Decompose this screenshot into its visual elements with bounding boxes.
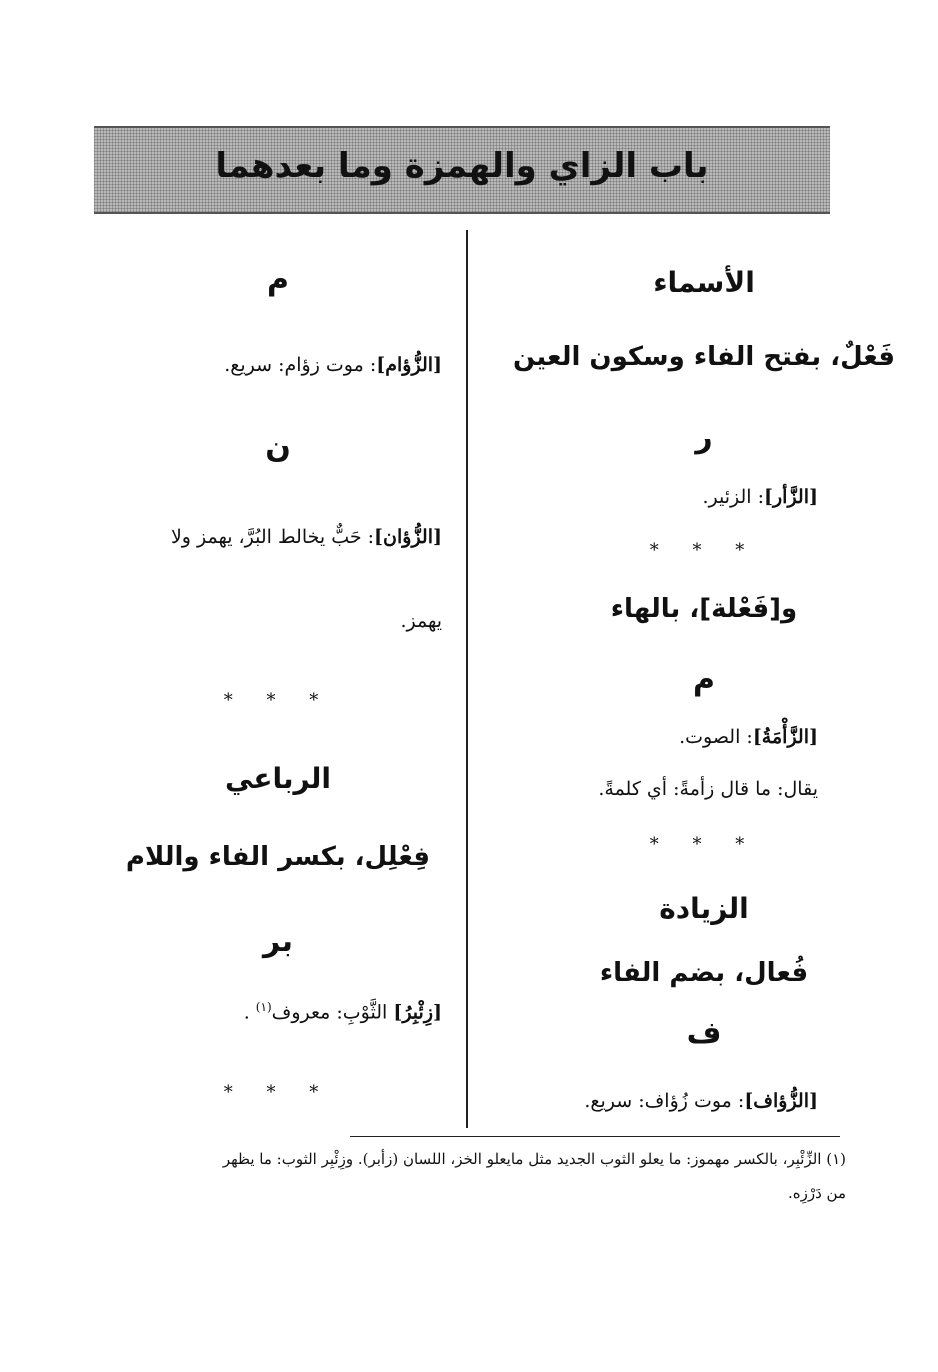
entry-zuam-headword: [الزُّؤام] — [376, 354, 442, 376]
entry-zuam-definition: : موت زؤام: سريع. — [224, 354, 377, 376]
entry-zibr-headword: [زِئْبِرُ] — [393, 1001, 442, 1024]
root-letter-br: بر — [263, 924, 293, 959]
pattern-heading-fal: فَعْلٌ، بفتح الفاء وسكون العين — [513, 342, 895, 372]
root-letter-n: ن — [265, 430, 291, 465]
pattern-heading-fuaal: فُعال، بضم الفاء — [599, 958, 809, 988]
entry-zaar-headword: [الزَّأر] — [764, 486, 818, 508]
section-heading-rubai: الرباعي — [224, 762, 331, 795]
section-separator-stars: * * * — [223, 1082, 333, 1103]
root-letter-f: ف — [686, 1016, 722, 1051]
footnote-line-2: من دَرْزِه. — [787, 1184, 846, 1202]
section-separator-stars: * * * — [649, 834, 759, 855]
entry-zuan-definition: : حَبٌّ يخالط البُرَّ، يهمز ولا — [170, 526, 375, 548]
entry-zaama-definition: : الصوت. — [679, 726, 753, 748]
entry-zaama — [679, 726, 818, 748]
section-separator-stars: * * * — [223, 690, 333, 711]
section-separator-stars: * * * — [649, 540, 759, 561]
pattern-heading-filil: فِعْلِل، بكسر الفاء واللام — [125, 842, 431, 872]
entry-zuan-continuation: يهمز. — [400, 610, 442, 632]
column-divider — [466, 230, 468, 1128]
entry-zaama-example: يقال: ما قال زأمةً: أي كلمةً. — [598, 778, 818, 800]
entry-zaama-headword: [الزَّأْمَةُ] — [752, 726, 818, 748]
entry-zuaf-headword: [الزُّؤاف] — [744, 1090, 818, 1112]
entry-zuam — [224, 354, 442, 376]
section-heading-asmaa: الأسماء — [653, 266, 755, 299]
entry-zuan-headword: [الزُّؤان] — [374, 526, 442, 548]
root-letter-m: م — [693, 662, 715, 697]
chapter-header-banner — [94, 126, 830, 214]
footnote-rule — [350, 1136, 840, 1137]
entry-zuan — [171, 526, 442, 548]
section-heading-ziyada: الزيادة — [659, 892, 749, 925]
entry-zuaf — [584, 1090, 818, 1112]
entry-zibr: [زِئْبِرُ] الثَّوْبِ: معروف$^{(١)}$ . — [243, 1000, 442, 1024]
root-letter-m: م — [267, 262, 289, 297]
entry-zaar-definition: : الزئير. — [702, 486, 764, 508]
footnote-line-1: (١) الزِّئْبِر، بالكسر مهموز: ما يعلو الثوب الجديد مثل مايعلو الخز، اللسان (زأبر). وزِئْبِر الثوب: ما يظهر — [222, 1150, 846, 1168]
root-letter-r: ر — [695, 420, 713, 455]
footnote-marker: (١) — [255, 1000, 272, 1014]
chapter-title: باب الزاي والهمزة وما بعدهما — [215, 146, 709, 186]
pattern-heading-fala: و[فَعْلة]، بالهاء — [610, 594, 798, 624]
entry-zuaf-definition: : موت زُؤاف: سريع. — [584, 1090, 745, 1112]
entry-zibr-definition: الثَّوْبِ: معروف — [271, 1001, 388, 1024]
entry-zaar — [702, 486, 818, 508]
